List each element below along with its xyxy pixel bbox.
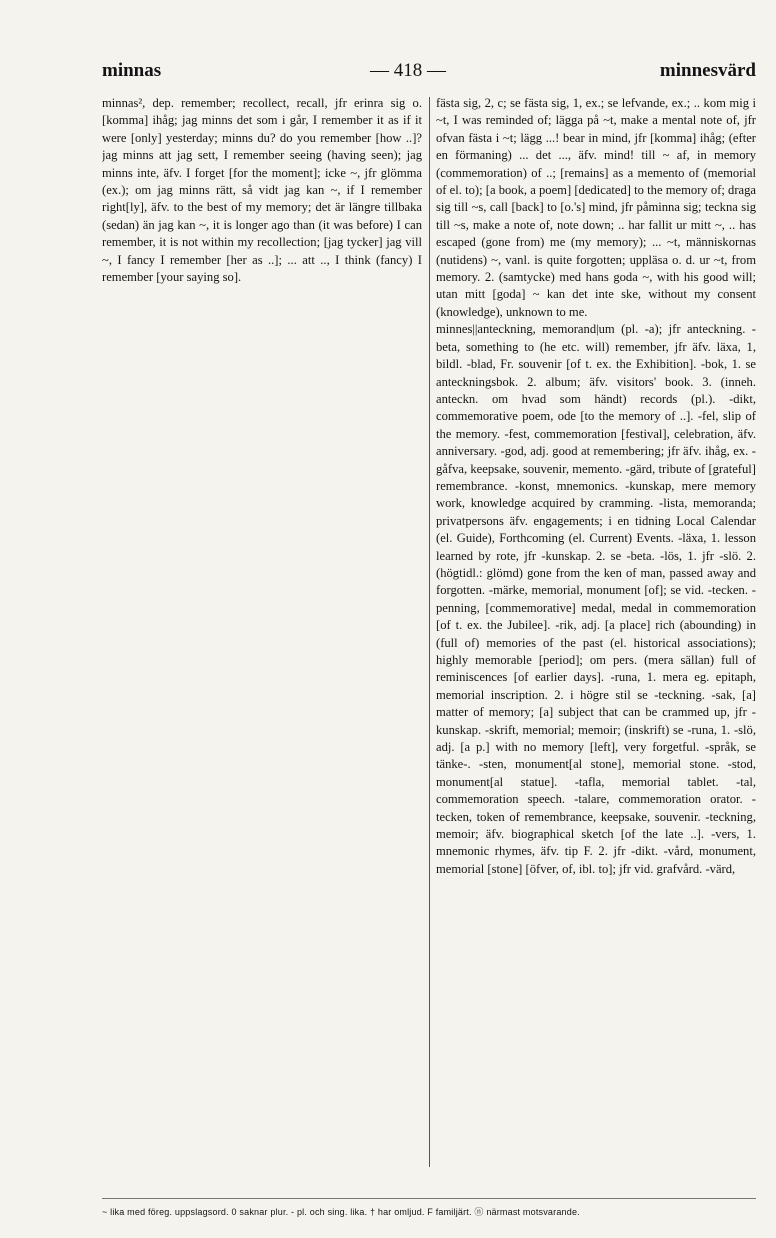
left-column [102,95,422,1175]
header-left-word: minnas [102,60,162,81]
entry-minne-continued: fästa sig, 2, c; se fästa sig, 1, ex.; se lefvande, ex.; .. kom mig i ~t, I was reminded of; lägga på ~t, make a mental note of, jfr ofvan fästa i ~t; lägg ...! bear in mind, jfr [komma] ihåg; (efter en förmaning) ... det ..., äfv. mind! till ~ af, in memory (commemoration) of ..; [remains] as a memento of (memorial of el. to); [a book, a poem] [dedicated] to the memory of; draga sig till ~s, call [back] to [o.'s] mind, jfr påminna sig; teckna sig till ~s, make a note of, note down; .. har fallit ur mitt ~, .. has escaped (gone from) me (my memory); ... ~t, människornas (nutidens) ~, vanl. is quite forgotten; uppläsa o. d. ur ~t, from memory. 2. (samtycke) med hans goda ~, with his good will; utan mitt [goda] ~ kan det inte ske, without my consent (knowledge), unknown to me. [436,96,756,319]
entry-minnas-minne: minnas², dep. remember; recollect, recall, jfr erinra sig o. [komma] ihåg; jag minns det som i går, I remember it as if it were [only] yesterday; minns du? do you remember [how ..]? jag minns att jag sett, I remember seeing (having seen); jag minns inte, äfv. I forget [for the moment]; icke ~, jfr glömma (ex.); om jag minns rätt, så vidt jag kan ~, if I remember right[ly], äfv. to the best of my memory; det är längre tillbaka (sedan) än jag kan ~, it is longer ago than (it was before) I can remember, it is not within my recollection; [jag tycker] jag vill ~, I fancy I remember [her as ..]; ... att .., I think (fancy) I remember [your saying so]. [102,96,422,285]
entry-columns [102,95,756,1195]
column-divider [429,97,430,1167]
header-right-word: minnesvärd [659,60,756,81]
page-header [102,60,756,86]
entry-minnes-compounds: minnes||anteckning, memorand|um (pl. -a); jfr anteckning. -beta, something to (he etc. will) remember, jfr äfv. läxa, 1, bildl. -blad, Fr. souvenir [of t. ex. the Exhibition]. -bok, 1. se anteckningsbok. 2. album; äfv. visitors' book. 3. (inneh. anteckn. om hvad som händt) records (pl.). -dikt, commemorative poem, ode [to the memory of ..]. -fel, slip of the memory. -fest, commemoration [festival], celebration, äfv. anniversary. -god, adj. good at remembering; jfr äfv. ihåg, ex. -gåfva, keepsake, souvenir, memento. -gärd, tribute of [grateful] remembrance. -konst, mnemonics. -kunskap, mere memory work, knowledge acquired by cramming. -lista, memoranda; privatpersons äfv. engagements; i en tidning Local Calendar (el. Guide), Forthcoming (el. Current) Events. -läxa, 1. lesson learned by rote, jfr -kunskap. 2. se -beta. -lös, 1. jfr -slö. 2. (högtidl.: glömd) gone from the ken of man, passed away and forgotten. -märke, memorial, monument [of]; se vid. -tecken. -penning, [commemorative] medal, medal in commemoration [of t. ex. the Jubilee]. -rik, adj. [a place] rich (abounding) in (full of) memories of the past (el. historical associations); highly memorable [period]; om pers. (mera sällan) full of reminiscences [of earlier days]. -runa, 1. mera eg. epitaph, memorial inscription. 2. i högre stil se -teckning. -sak, [a] matter of memory; [a] subject that can be crammed up, jfr -kunskap. -skrift, memorial; memoir; (inskrift) se -runa, 1. -slö, adj. [a p.] with no memory [left], very forgetful. -språk, se tänke-. -sten, monument[al stone], memorial stone. -stod, monument[al statue]. -tafla, memorial tablet. -tal, commemoration speech. -talare, commemoration orator. -tecken, token of remembrance, keepsake, souvenir. -teckning, memoir; äfv. biographical sketch [of the late ..]. -vers, 1. mnemonic rhymes, äfv. tip F. 2. jfr -dikt. -vård, monument, memorial [stone] [öfver, of, ibl. to]; jfr vid. grafvård. -värd, [436,322,756,876]
page-number: — 418 — [370,60,446,81]
abbreviation-footnote: ~ lika med föreg. uppslagsord. 0 saknar plur. - pl. och sing. lika. † har omljud. F familjärt. ⓝ närmast motsvarande. [102,1198,756,1218]
right-column [436,95,756,1175]
